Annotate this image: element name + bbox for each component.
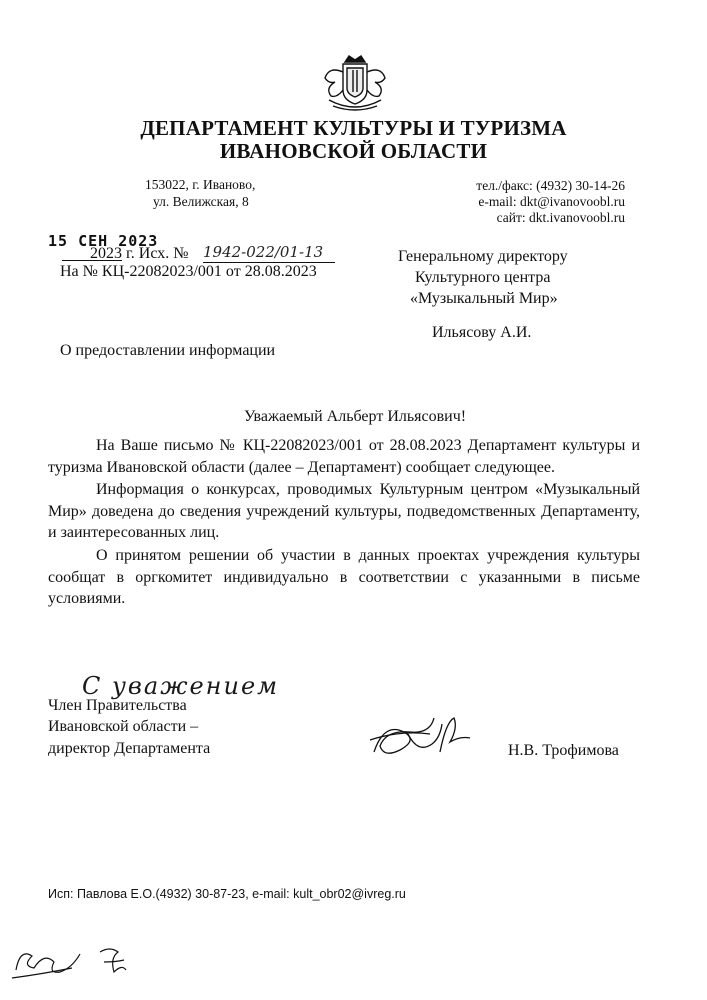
outgoing-number-handwritten: 1942-022/01-13	[203, 243, 324, 261]
addressee-name: Ильясову А.И.	[432, 324, 532, 341]
address-line2: ул. Велижская, 8	[153, 194, 249, 209]
email-contact: e-mail: dkt@ivanovoobl.ru	[478, 194, 625, 209]
handwritten-regards: С уважением	[82, 672, 280, 700]
addressee-line1: Генеральному директору	[398, 248, 568, 265]
body-paragraph-2	[48, 479, 640, 544]
addressee-line2: Культурного центра	[415, 269, 551, 286]
registration-date-stamp: 15 СЕН 2023	[48, 232, 159, 250]
website: сайт: dkt.ivanovoobl.ru	[496, 210, 625, 225]
position-line3: директор Департамента	[48, 740, 211, 757]
phone-fax: тел./факс: (4932) 30-14-26	[476, 178, 625, 193]
signatory-name: Н.В. Трофимова	[508, 742, 619, 759]
salutation: Уважаемый Альберт Ильясович!	[244, 408, 467, 425]
addressee-line3: «Музыкальный Мир»	[410, 290, 558, 307]
address-line1: 153022, г. Иваново,	[145, 177, 256, 192]
body-paragraph-2-text: Информация о конкурсах, проводимых Культурным центром «Музыкальный Мир» доведена до сведения учреждений культуры, подведомственных Департаменту, и заинтересованных лиц.	[48, 481, 640, 541]
body-paragraph-3	[48, 545, 640, 610]
letter-subject: О предоставлении информации	[60, 342, 276, 359]
signature-image	[368, 712, 478, 772]
outgoing-prefix: 2023 г. Исх. №	[90, 245, 189, 262]
position-line1: Член Правительства	[48, 697, 187, 714]
body-paragraph-3-text: О принятом решении об участии в данных проектах учреждения культуры сообщат в оргкомитет индивидуально в соответствии с указанными в письме условиями.	[48, 547, 640, 607]
reference-number: На № КЦ-22082023/001 от 28.08.2023	[60, 263, 317, 280]
body-paragraph-1-text: На Ваше письмо № КЦ-22082023/001 от 28.08.2023 Департамент культуры и туризма Ивановской области (далее – Департамент) сообщает следующее.	[48, 437, 640, 476]
department-title-line1: ДЕПАРТАМЕНТ КУЛЬТУРЫ И ТУРИЗМА	[140, 116, 567, 140]
initials-signature-image	[8, 940, 138, 985]
coat-of-arms-emblem	[319, 52, 391, 114]
executor-contact: Исп: Павлова Е.О.(4932) 30-87-23, e-mail: kult_obr02@ivreg.ru	[48, 887, 406, 901]
position-line2: Ивановской области –	[48, 718, 199, 735]
body-paragraph-1	[48, 435, 640, 478]
department-title-line2: ИВАНОВСКОЙ ОБЛАСТИ	[219, 139, 488, 163]
